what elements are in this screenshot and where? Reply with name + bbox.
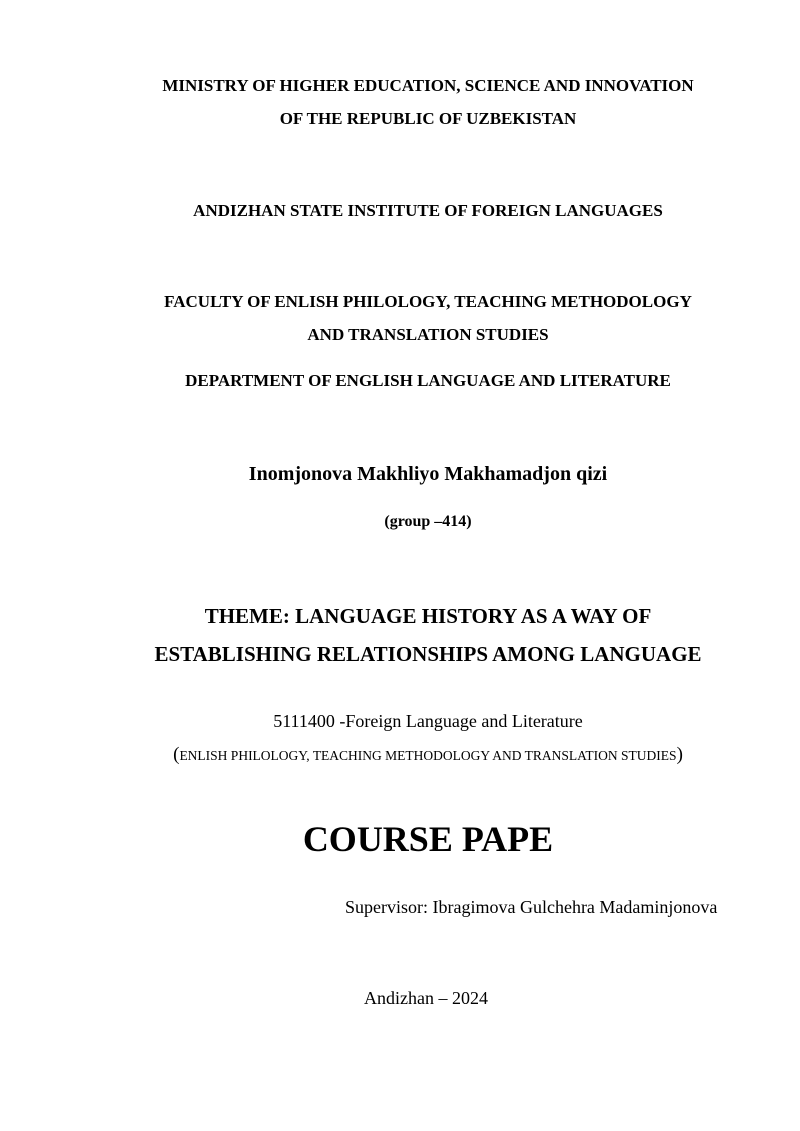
place-year: Andizhan – 2024 — [364, 988, 488, 1008]
author-group: (group –414) — [384, 513, 472, 530]
faculty-line-1: FACULTY OF ENLISH PHILOLOGY, TEACHING METHODOLOGY — [164, 292, 692, 311]
close-paren: ) — [676, 744, 683, 765]
ministry-line-1: MINISTRY OF HIGHER EDUCATION, SCIENCE AND INNOVATION — [162, 76, 694, 95]
specialty-detail-text: ENLISH PHILOLOGY, TEACHING METHODOLOGY AND TRANSLATION STUDIES — [179, 748, 677, 763]
ministry-line-2: OF THE REPUBLIC OF UZBEKISTAN — [279, 109, 577, 128]
institute-name: ANDIZHAN STATE INSTITUTE OF FOREIGN LANGUAGES — [193, 201, 663, 220]
theme-line-1: THEME: LANGUAGE HISTORY AS A WAY OF — [204, 604, 652, 628]
specialty-code: 5111400 -Foreign Language and Literature — [273, 711, 583, 731]
open-paren: ( — [173, 744, 180, 765]
theme-line-2: ESTABLISHING RELATIONSHIPS AMONG LANGUAGE — [154, 642, 702, 666]
author-name: Inomjonova Makhliyo Makhamadjon qizi — [248, 463, 608, 485]
department-name: DEPARTMENT OF ENGLISH LANGUAGE AND LITERATURE — [185, 371, 671, 390]
document-type: COURSE PAPE — [302, 819, 554, 859]
specialty-detail — [0, 744, 800, 766]
supervisor: Supervisor: Ibragimova Gulchehra Madaminjonova — [345, 897, 718, 917]
faculty-line-2: AND TRANSLATION STUDIES — [307, 325, 549, 344]
